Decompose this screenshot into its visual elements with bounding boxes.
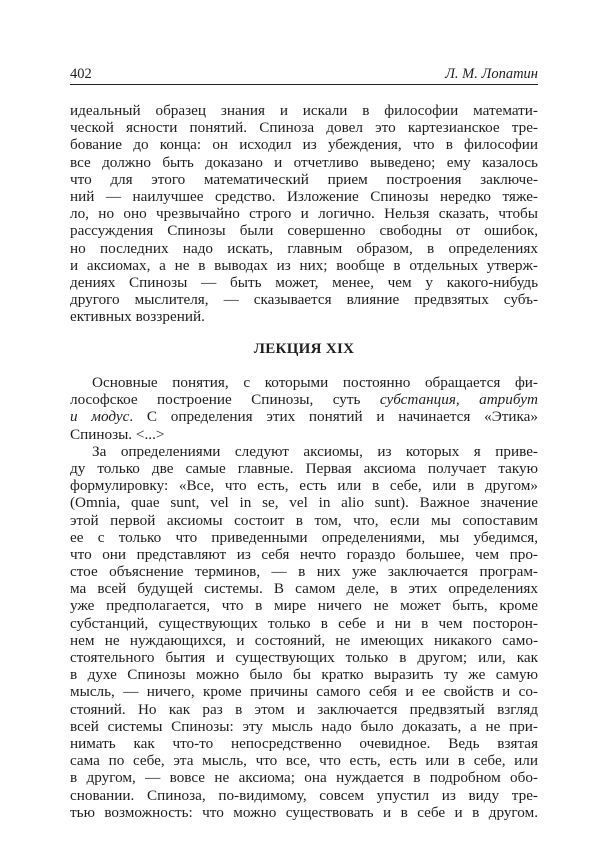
italic-term: субстанция, атрибут xyxy=(379,391,538,409)
text-block-continuation xyxy=(70,102,538,325)
text-line: (Omnia, quae sunt, vel in se, vel in alio sunt). Важное значение xyxy=(70,494,538,512)
text-line: сновании. Спиноза, по-видимому, совсем упустил из виду тре- xyxy=(70,786,538,804)
text-line: в другом, — вовсе не аксиома; она нуждается в подробном обо- xyxy=(70,769,538,787)
text-line xyxy=(70,391,538,408)
text-line: но последних надо искать, главным образом, в определениях xyxy=(70,239,538,257)
text-line: все должно быть доказано и отчетливо выведено; ему казалось xyxy=(70,153,538,171)
text-line: что для этого математический прием построения заключе- xyxy=(70,170,538,188)
text-line: нем не нуждающихся, и состояний, не имеющих никакого само- xyxy=(70,631,538,649)
text-line: и аксиомах, а не в выводах из них; вообще в отдельных утверж- xyxy=(70,256,538,274)
running-header xyxy=(70,66,538,85)
text-line: этой первой аксиомы состоит в том, что, если мы сопоставим xyxy=(70,511,538,529)
text-line: идеальный образец знания и искали в философии математи- xyxy=(70,102,538,119)
text-line: нимать как что-то непосредственно очевидное. Ведь взятая xyxy=(70,734,538,752)
text-line: стое объяснение терминов, — в них уже заключается програм- xyxy=(70,563,538,581)
text-line: рассуждения Спинозы были совершенно свободны от ошибок, xyxy=(70,222,538,240)
text-line: субстанций, существующих только в себе и ни в чем посторон- xyxy=(70,614,538,632)
text-line: ний — наилучшее средство. Изложение Спинозы нередко тяже- xyxy=(70,187,538,205)
text-line: ло, но оно чрезвычайно строго и логично. Нельзя сказать, чтобы xyxy=(70,205,538,223)
paragraph xyxy=(70,102,538,325)
text-line: всей системы Спинозы: эту мысль надо было доказать, а не при- xyxy=(70,717,538,735)
text-line: другого мыслителя, — сказывается влияние предвзятых субъ- xyxy=(70,291,538,309)
lecture-heading: ЛЕКЦИЯ XIX xyxy=(253,341,355,357)
text-line: За определениями следуют аксиомы, из которых я приве- xyxy=(92,442,538,460)
text-line: стояний. Но как раз в этом и заключается предвзятый взгляд xyxy=(70,700,538,718)
text-segment: . С определения этих понятий и начинается «Этика» xyxy=(129,408,538,426)
text-line: в духе Спинозы можно было бы кратко выразить ту же самую xyxy=(70,666,538,684)
text-line: ма всей будущей системы. В самом деле, в этих определениях xyxy=(70,580,538,598)
text-line: формулировку: «Все, что есть, есть или в себе, или в другом» xyxy=(70,477,538,495)
text-line: бование до конца: он исходил из убеждения, что в философии xyxy=(70,136,538,154)
text-block-lecture xyxy=(70,374,538,821)
text-line: что они представляют из себя нечто гораздо большее, чем про- xyxy=(70,545,538,563)
italic-term: и модус xyxy=(70,408,130,426)
text-line: ективных воззрений. xyxy=(70,308,205,326)
page-number: 402 xyxy=(70,66,92,82)
text-line: сама по себе, эта мысль, что все, что есть, есть или в себе, или xyxy=(70,752,538,770)
text-line: дениях Спинозы — быть может, менее, чем у какого-нибудь xyxy=(70,273,538,291)
text-line: ческой ясности понятий. Спиноза довел это картезианское тре- xyxy=(70,119,538,137)
text-line: Основные понятия, с которыми постоянно обращается фи- xyxy=(92,374,538,391)
text-line: стоятельного бытия и существующих только в другом; или, как xyxy=(70,649,538,666)
text-line xyxy=(70,408,538,425)
text-line: ду только две самые главные. Первая аксиома получает такую xyxy=(70,459,538,477)
paragraph xyxy=(70,374,538,443)
text-line: ее с только что приведенными определениями, мы убедимся, xyxy=(70,528,538,546)
text-line: мысль, — ничего, кроме причины самого себя и ее свойств и со- xyxy=(70,683,538,701)
paragraph xyxy=(70,443,538,821)
text-segment: лософское построение Спинозы, суть xyxy=(70,391,380,409)
text-line: уже предполагается, что в мире ничего не может быть, кроме xyxy=(70,597,538,615)
text-line: Спинозы. <...> xyxy=(70,425,165,443)
running-author: Л. М. Лопатин xyxy=(445,66,538,82)
text-line: тью возможность: что можно существовать и в себе и в другом. xyxy=(70,803,538,821)
